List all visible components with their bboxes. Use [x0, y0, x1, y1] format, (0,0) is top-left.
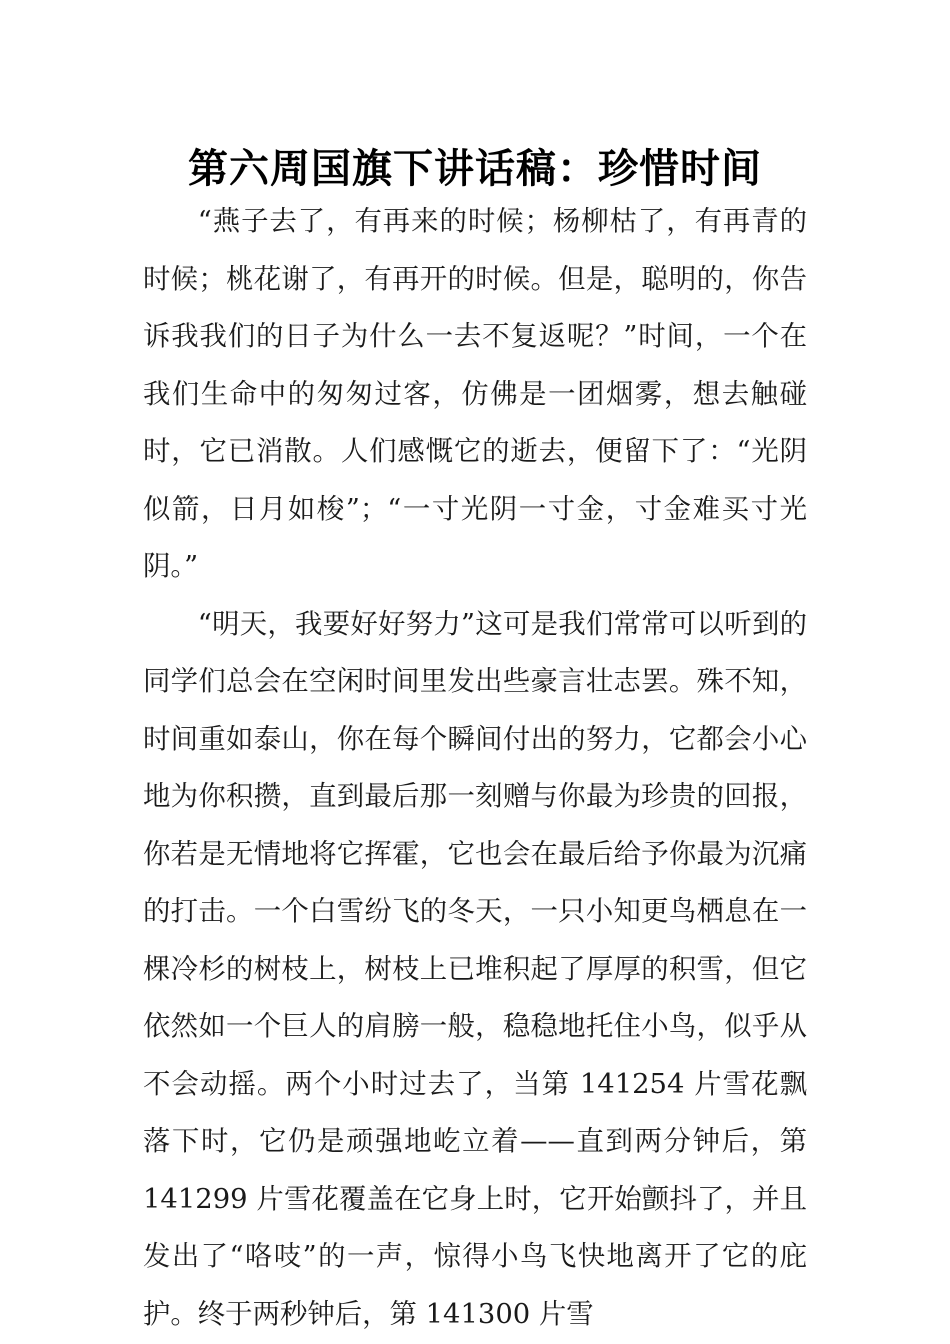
- document-body: [143, 193, 807, 1343]
- paragraph-1: “燕子去了，有再来的时候；杨柳枯了，有再青的时候；桃花谢了，有再开的时候。但是，聪明的，你告诉我我们的日子为什么一去不复返呢？”时间，一个在我们生命中的匆匆过客，仿佛是一团烟雾，想去触碰时，它已消散。人们感慨它的逝去，便留下了：“光阴似箭，日月如梭”；“一寸光阴一寸金，寸金难买寸光阴。”: [143, 206, 807, 582]
- paragraph-2: “明天，我要好好努力”这可是我们常常可以听到的同学们总会在空闲时间里发出些豪言壮志罢。殊不知，时间重如泰山，你在每个瞬间付出的努力，它都会小心地为你积攒，直到最后那一刻赠与你最为珍贵的回报，你若是无情地将它挥霍，它也会在最后给予你最为沉痛的打击。一个白雪纷飞的冬天，一只小知更鸟栖息在一棵冷杉的树枝上，树枝上已堆积起了厚厚的积雪，但它依然如一个巨人的肩膀一般，稳稳地托住小鸟，似乎从不会动摇。两个小时过去了，当第 141254 片雪花飘落下时，它仍是顽强地屹立着——直到两分钟后，第 141299 片雪花覆盖在它身上时，它开始颤抖了，并且发出了“咯吱”的一声，惊得小鸟飞快地离开了它的庇护。终于两秒钟后，第 141300 片雪: [143, 608, 807, 1330]
- document-title: 第六周国旗下讲话稿：珍惜时间: [188, 144, 762, 192]
